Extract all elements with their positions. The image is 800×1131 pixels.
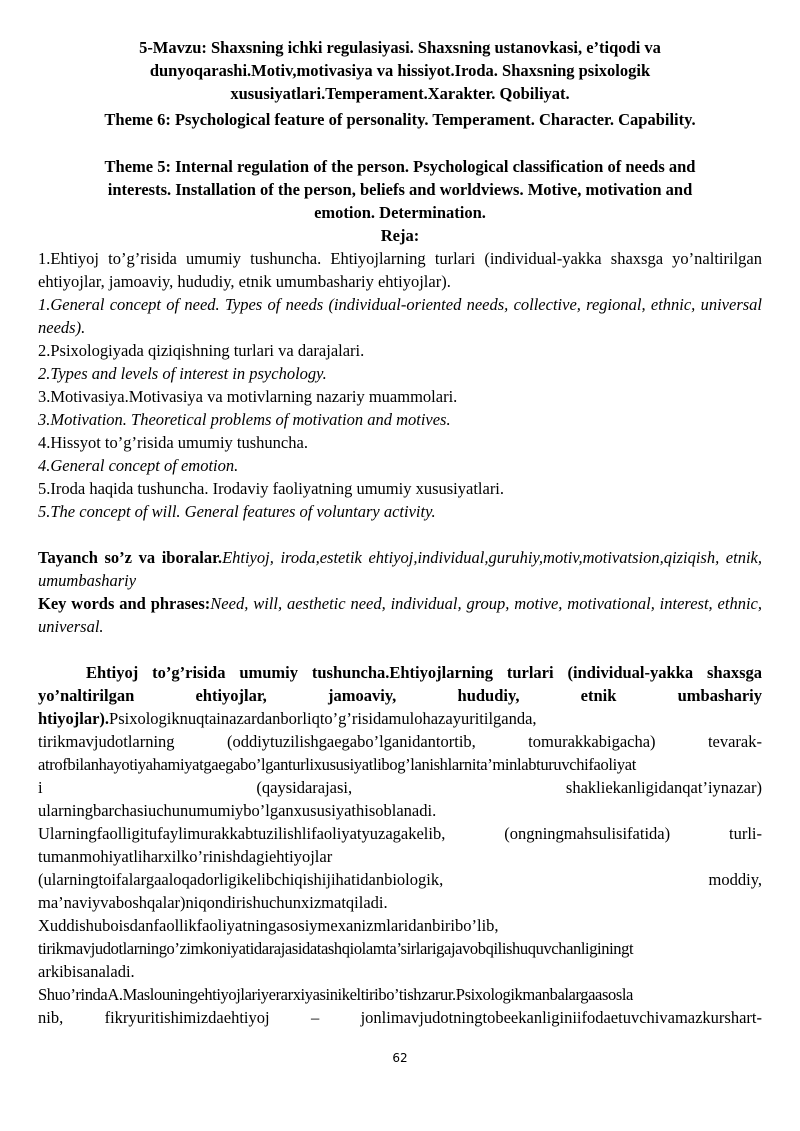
plan-item: 1.General concept of need. Types of needs (individual-oriented needs, collective, regional, ethnic, universal needs).: [38, 295, 762, 337]
plan-item: 4.Hissyot to’g’risida umumiy tushuncha.: [38, 433, 308, 452]
title-line: 5-Mavzu: Shaxsning ichki regulasiyasi. Shaxsning ustanovkasi, e’tiqodi va: [139, 38, 661, 57]
body-line: tumanmohiyatliharxilko’rinishdagiehtiyojlar: [38, 847, 333, 866]
body-line: ma’naviyvaboshqalar)niqondirishuchunxizmatqiladi.: [38, 893, 388, 912]
plan-item: 3.Motivation. Theoretical problems of motivation and motives.: [38, 410, 451, 429]
title-theme-6: Theme 6: Psychological feature of personality. Temperament. Character. Capability.: [104, 110, 696, 129]
title-theme-5: [38, 155, 762, 224]
body-line: ularningbarchasiuchunumumiybo’lganxususiyathisoblanadi.: [38, 801, 437, 820]
keywords-uzbek-text: Ehtiyoj, iroda,estetik ehtiyoj,individual,guruhiy,motiv,motivatsion,qiziqish, etnik, umumbashariy: [38, 548, 762, 590]
keywords-uzbek: [38, 546, 762, 592]
plan-item: 3.Motivasiya.Motivasiya va motivlarning nazariy muammolari.: [38, 387, 458, 406]
body-line: i (qaysidarajasi, shakliekanligidanqat’iynazar): [38, 778, 762, 797]
plan-item: 2.Psixologiyada qiziqishning turlari va darajalari.: [38, 341, 365, 360]
plan-item: 2.Types and levels of interest in psychology.: [38, 364, 327, 383]
page-number: 62: [392, 1051, 408, 1065]
plan-item: 1.Ehtiyoj to’g’risida umumiy tushuncha. Ehtiyojlarning turlari (individual-yakka shaxsga yo’naltirilgan ehtiyojlar, jamoaviy, hududiy, etnik umumbashariy ehtiyojlar).: [38, 249, 762, 291]
body-line: atrofbilanhayotiyahamiyatgaegabo’lganturlixususiyatlibog’lanishlarnita’minlabturuvchifaoliyat: [38, 755, 636, 774]
title-line: interests. Installation of the person, beliefs and worldviews. Motive, motivation and: [107, 180, 693, 199]
plan-item: 5.Iroda haqida tushuncha. Irodaviy faoliyatning umumiy xususiyatlari.: [38, 479, 505, 498]
body-line: arkibisanaladi.: [38, 962, 135, 981]
body-line: tirikmavjudotlarning (oddiytuzilishgaegabo’lganidantortib, tomurakkabigacha) tevarak-: [38, 732, 762, 751]
keywords-english-text: Need, will, aesthetic need, individual, group, motive, motivational, interest, ethnic, universal.: [38, 594, 762, 636]
section-heading: Ehtiyoj to’g’risida umumiy tushuncha.Ehtiyojlarning turlari (individual-yakka shaxsga yo’naltirilgan ehtiyojlar, jamoaviy, hududiy, etnik umbashariy htiyojlar).: [38, 663, 762, 728]
body-line: Shuo’rindaA.Maslouningehtiyojlariyerarxiyasinikeltiribo’tishzarur.Psixologikmanbalargaasosla: [38, 985, 633, 1004]
plan-list: [38, 247, 762, 523]
plan-heading: Reja:: [380, 226, 420, 245]
keywords-english-label: Key words and phrases:: [38, 594, 211, 613]
body-heading-paragraph: [38, 661, 762, 730]
keywords-uzbek-label: Tayanch so’z va iboralar.: [38, 548, 223, 567]
title-line: xususiyatlari.Temperament.Xarakter. Qobiliyat.: [230, 84, 570, 103]
title-uzbek: [38, 36, 762, 105]
body-line: (ularningtoifalargaaloqadorligikelibchiqishijihatidanbiologik, moddiy,: [38, 870, 762, 889]
keywords-english: [38, 592, 762, 638]
title-line: emotion. Determination.: [314, 203, 486, 222]
title-line: dunyoqarashi.Motiv,motivasiya va hissiyot.Iroda. Shaxsning psixologik: [149, 61, 651, 80]
body-line: Psixologiknuqtainazardanborliqto’g’risidamulohazayuritilganda,: [109, 709, 537, 728]
body-line: tirikmavjudotlarningo’zimkoniyatidarajasidatashqiolamta’sirlarigajavobqilishuquvchanliginingt: [38, 939, 634, 958]
plan-item: 5.The concept of will. General features of voluntary activity.: [38, 502, 436, 521]
plan-item: 4.General concept of emotion.: [38, 456, 239, 475]
body-line: Xuddishuboisdanfaollikfaoliyatningasosiymexanizmlaridanbiribo’lib,: [38, 916, 499, 935]
body-line: Ularningfaolligitufaylimurakkabtuzilishlifaoliyatyuzagakelib, (ongningmahsulisifatida) turli-: [38, 824, 762, 843]
body-line: nib, fikryuritishimizdaehtiyoj – jonlimavjudotningtobeekanliginiifodaetuvchivamazkurshart-: [38, 1008, 762, 1027]
body-section: [38, 661, 762, 1029]
title-line: Theme 5: Internal regulation of the person. Psychological classification of needs and: [104, 157, 696, 176]
